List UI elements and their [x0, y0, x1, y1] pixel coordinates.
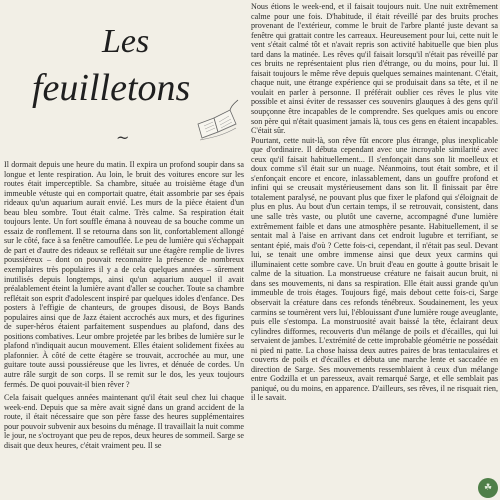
open-book-icon [192, 98, 242, 142]
title-block [4, 6, 244, 156]
paragraph: Pourtant, cette nuit-là, son rêve fût encore plus étrange, plus inexplicable que d'ordinaire. Il débuta cependant avec une incroyable similarité avec ceux qu'il faisait habituellement... Il s'enfonçait dans son lit moelleux et doux comme s'il était sur un nuage. Néanmoins, tout était sombre, et il s'enfonçait encore et encore, inlassablement, dans un gouffre profond et infini qui se creusait mystérieusement dans son lit. Il finissait par être totalement paralysé, ne pouvant plus que fixer le plafond qui s'éloignait de plus en plus. Au bout d'un certain temps, il se retrouvait, consistent, dans une salle très vaste, ou plutôt une caverne, accompagné d'une lumière extrêmement faible et dans une atmosphère pesante. Habituellement, il se sentait mal à l'aise en arrivant dans cet endroit lugubre et terrifiant, se sentant épié, mais d'où ? Cette fois-ci, cependant, il n'était pas seul. Devant lui, se tenait une ombre immense ainsi que deux yeux carmins qui illuminaient cette sombre cave. Un bruit d'eau en goutte à goutte brisait le calme de la situation. La monstrueuse créature ne faisait aucun bruit, ni dans ses mouvements, ni dans sa respiration. Elle était aussi grande qu'un immeuble de trois étages. Toujours figé, mais debout cette fois-ci, Sarge observait la créature dans ces refonds ténébreux. Soudainement, les yeux carmins se tournèrent vers lui, l'éblouissant d'une lumière rouge aveuglante, puis elle s'estompa. La monstruosité avait baissé la tête, éclairant deux cylindres difformes, recouverts d'un mélange de poils et d'écailles, qui lui servaient de jambes. L'extrémité de cette improbable géométrie ne possédait ni pied ni patte. La chose haissa deux autres paires de bras tentaculaires et couverts de poils et d'écailles et débuta une marche lente et saccadée en direction de Sarge. Ses mouvements ressemblaient à ceux d'un mélange entre Godzilla et un paresseux, avait remarqué Sarge, et elle semblait pas paniqué, ou du moins, en apparence. D'ailleurs, ses rêves, il ne risquait rien, il le savait. [251, 135, 498, 403]
frog-emblem-icon: ☘ [478, 478, 498, 498]
tilde-ornament: ~ [116, 128, 130, 147]
paragraph: Cela faisait quelques années maintenant qu'il était seul chez lui chaque week-end. Depuis que sa mère avait signé dans un grand accident de la route, il était nécessaire que son père fasse des heures supplémentaires pour pouvoir subvenir aux besoins du ménage. Il travaillait la nuit comme le jour, ne s'octroyant que peu de repos, deux heures de sommeil. Sarge se disait que deux heures, c'était vraiment peu. Il se [4, 393, 244, 450]
title-line-1: Les [102, 23, 150, 60]
paragraph: Nous étions le week-end, et il faisait toujours nuit. Une nuit extrêmement calme pour une fois. D'habitude, il était réveillé par des bruits proches provenant de l'extérieur, comme le bruit de l'arbre planté juste devant sa fenêtre qui grattait contre les carreaux. Heureusement pour lui, cette nuit le vent s'était calmé tôt et n'avait repris son activité habituelle que bien plus tard dans la matinée. Les rêves qu'il faisait lorsqu'il n'était pas réveillé par ces bruits ne représentaient plus rien d'étrange, ou du moins, pour lui. Il faisait toujours le même rêve depuis quelques semaines maintenant. C'était, chaque nuit, une étrange expérience qui se produisait dans sa tête, et il ne voulait en parler à personne. Il préférait oublier ces rêves le plus vite possible et ainsi éviter de ressasser ces souvenirs glauques à des gens qu'il soupçonne être incapables de le comprendre. Ses quelques amis ou encore son père qui n'était quasiment jamais là, tous ces gens en étaient incapables. C'était sûr. [251, 2, 498, 136]
left-column [4, 6, 244, 500]
title-line-2: feuilletons [32, 67, 191, 109]
paragraph: Il dormait depuis une heure du matin. Il expira un profond soupir dans sa longue et lente respiration. Au loin, le bruit des voitures encore sur les routes était imperceptible. Sa chambre, située au troisième étage d'un immeuble vétuste qui en comportait quatre, était assombrie par ses épais rideaux qu'un aquarium aurait envié. Les murs de la pièce étaient d'un beau bleu sombre. Tout était calme. Très calme. Sa respiration était toujours lente. Un fort souffle émana à nouveau de sa bouche comme un essaiz de ronflement. Il se retourna dans son lit, confortablement allongé sur le côté, face à sa fenêtre camouflée. Le peu de lumière qui s'échappait de part et d'autre des rideaux se reflétait sur une étagère remplie de livres poussiéreux – dont on pouvait reconnaitre la présence de nombreux exemplaires très populaires il y a de cela quelques années – sûrement inutilisés depuis longtemps, ainsi qu'un aquarium auquel il avait préalablement éteint la lumière avant d'aller se coucher. Toute sa chambre reflétait son esprit d'adolescent inspiré par quelques idoles d'enfance. Des posters à l'effigie de chanteurs, de groupes disousi, de Boys Bands populaires ainsi que de Jazz étaient accrochés aux murs, et des figurines de super-héros étaient parfaitement suspendues au plafond, dans des positions combatives. Leur ombre projetée par les bribes de lumière sur le plafond n'indiquait aucun mouvement. Elles étaient solidement fixées au plafonnier. À côté de cette étagère se trouvait, accrochée au mur, une guitare toute aussi poussiéreuse que les livres, et dénuée de cordes. Un autre râle surgit de son corps. Il se remit sur le dos, les yeux toujours fermés. De quoi pouvait-il bien rêver ? [4, 160, 244, 389]
right-column [251, 2, 498, 500]
